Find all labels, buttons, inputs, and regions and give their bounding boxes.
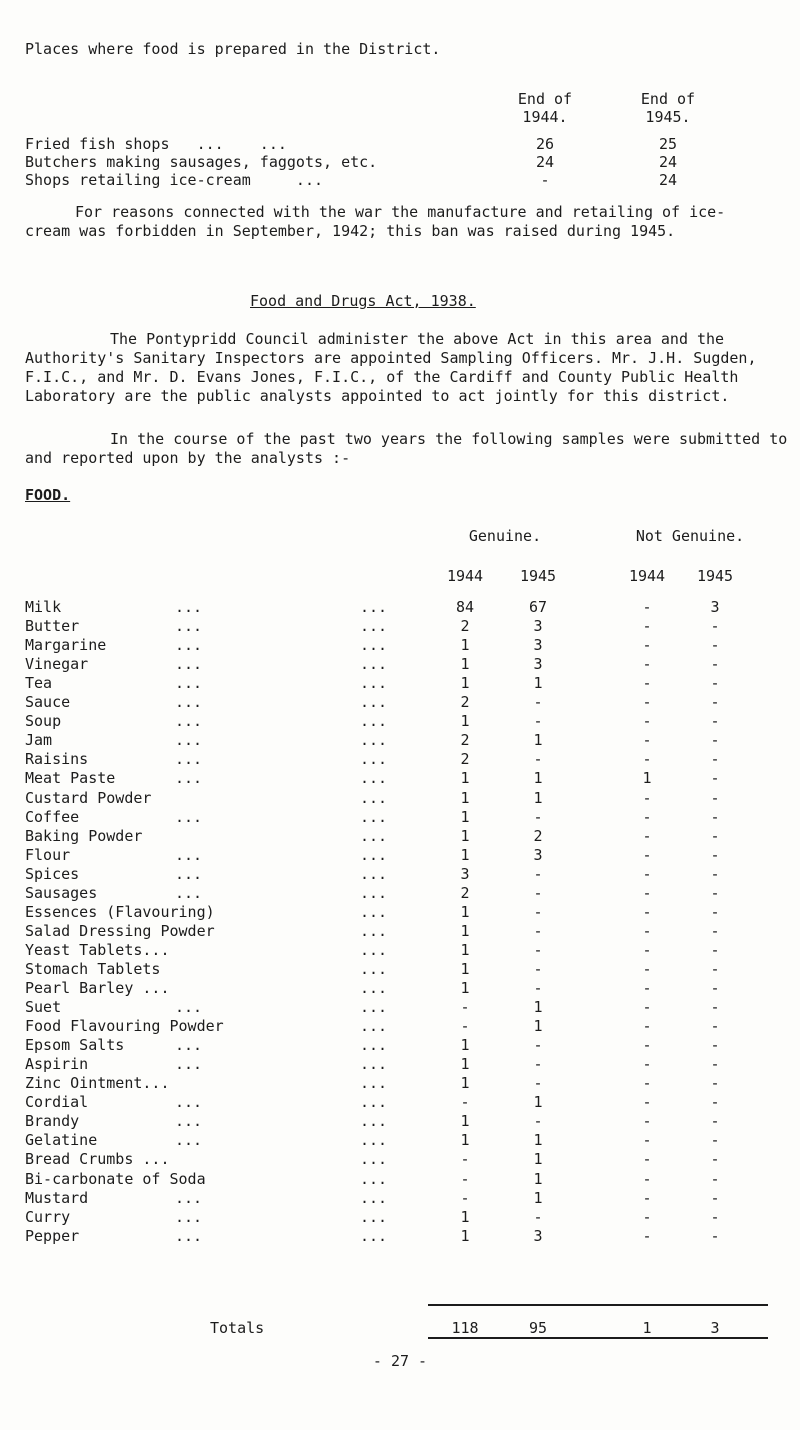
- food-sample-count: 1: [460, 712, 470, 731]
- premises-value-1944: -: [540, 171, 550, 189]
- leader-dots: ...: [360, 769, 388, 788]
- leader-dots: ...: [175, 712, 203, 731]
- food-row: [0, 941, 800, 957]
- total-value: 3: [710, 1319, 720, 1337]
- food-sample-count: -: [533, 979, 543, 997]
- food-sample-count: -: [710, 750, 720, 769]
- food-sample-count: 67: [528, 598, 548, 616]
- food-row: [0, 1017, 800, 1036]
- food-sample-count: -: [642, 1093, 652, 1112]
- food-row: [0, 617, 800, 636]
- food-row: [0, 655, 800, 674]
- totals-label: Totals: [210, 1319, 265, 1337]
- food-sample-count: -: [533, 693, 543, 712]
- food-item-name: Essences (Flavouring): [25, 902, 215, 921]
- leader-dots: ...: [360, 712, 388, 731]
- total-value: 95: [528, 1319, 548, 1337]
- food-sample-count: -: [533, 1055, 543, 1074]
- act-paragraph: The Pontypridd Council administer the above Act in this area and the Authority's Sanitary Inspectors are appointed Sampling Officers. Mr. J.H. Sugden, F.I.C., and Mr. D. Evans Jones, F.I.C., of the Cardiff and County Public Health Laboratory are the public analysts appointed to act jointly for this district.: [25, 330, 757, 405]
- food-sample-count: -: [642, 902, 652, 921]
- food-sample-count: -: [710, 1093, 720, 1112]
- food-sample-count: -: [642, 655, 652, 674]
- food-sample-count: -: [710, 674, 720, 693]
- food-sample-count: -: [710, 979, 720, 997]
- food-item-name: Tea: [25, 674, 53, 693]
- food-sample-count: -: [710, 921, 720, 940]
- food-heading: FOOD.: [25, 486, 71, 504]
- food-sample-count: 1: [460, 845, 470, 864]
- food-sample-count: -: [460, 1017, 470, 1036]
- food-sample-count: -: [710, 998, 720, 1017]
- food-sample-count: 1: [533, 769, 543, 788]
- food-sample-count: 3: [533, 1226, 543, 1245]
- leader-dots: ...: [360, 979, 388, 997]
- food-sample-count: -: [533, 883, 543, 902]
- not-genuine-header: Not Genuine.: [635, 527, 745, 545]
- food-sample-count: -: [460, 998, 470, 1017]
- food-item-name: Jam: [25, 731, 53, 750]
- food-sample-count: 1: [533, 1017, 543, 1036]
- food-item-name: Brandy: [25, 1112, 80, 1131]
- food-row: [0, 1170, 800, 1186]
- food-sample-count: -: [460, 1188, 470, 1207]
- food-sample-count: 1: [533, 1131, 543, 1150]
- food-sample-count: -: [642, 750, 652, 769]
- food-sample-count: -: [710, 1207, 720, 1226]
- food-sample-count: -: [642, 693, 652, 712]
- food-sample-count: -: [642, 1036, 652, 1055]
- premises-row-label: Butchers making sausages, faggots, etc.: [25, 153, 378, 171]
- food-item-name: Curry: [25, 1207, 71, 1226]
- food-sample-count: 1: [460, 1036, 470, 1055]
- food-sample-count: -: [642, 598, 652, 616]
- food-item-name: Food Flavouring Powder: [25, 1017, 224, 1036]
- leader-dots: ...: [175, 1226, 203, 1245]
- food-item-name: Aspirin: [25, 1055, 89, 1074]
- food-sample-count: 3: [460, 864, 470, 883]
- food-row: [0, 1150, 800, 1169]
- food-sample-count: -: [533, 940, 543, 959]
- leader-dots: ...: [360, 845, 388, 864]
- leader-dots: ...: [175, 1055, 203, 1074]
- food-sample-count: 1: [460, 959, 470, 978]
- premises-value-1944: 24: [535, 153, 555, 171]
- food-item-name: Sausages: [25, 883, 98, 902]
- food-sample-count: -: [710, 940, 720, 959]
- food-sample-count: -: [710, 769, 720, 788]
- premises-value-1944: 26: [535, 135, 555, 153]
- food-sample-count: 2: [533, 826, 543, 845]
- food-item-name: Yeast Tablets...: [25, 940, 170, 959]
- leader-dots: ...: [175, 1207, 203, 1226]
- leader-dots: ...: [360, 1188, 388, 1207]
- food-sample-count: 1: [460, 1112, 470, 1131]
- food-row: [0, 998, 800, 1017]
- food-sample-count: -: [710, 807, 720, 826]
- food-row: [0, 674, 800, 693]
- leader-dots: ...: [175, 1112, 203, 1131]
- food-sample-count: -: [642, 731, 652, 750]
- leader-dots: ...: [360, 1017, 388, 1036]
- food-sample-count: -: [642, 1131, 652, 1150]
- food-item-name: Zinc Ointment...: [25, 1074, 170, 1093]
- food-sample-count: -: [710, 959, 720, 978]
- food-sample-count: 1: [460, 940, 470, 959]
- food-sample-count: -: [533, 921, 543, 940]
- food-sample-count: -: [533, 902, 543, 921]
- food-sample-count: -: [710, 1017, 720, 1036]
- food-sample-count: -: [642, 617, 652, 636]
- food-sample-count: -: [533, 807, 543, 826]
- col-header-1944-line1: End of: [517, 90, 573, 108]
- food-sample-count: 3: [710, 598, 720, 616]
- food-sample-count: -: [642, 940, 652, 959]
- food-sample-count: 3: [533, 655, 543, 674]
- food-row: [0, 846, 800, 862]
- food-row: [0, 903, 800, 919]
- leader-dots: ...: [360, 655, 388, 674]
- premises-row-label: Shops retailing ice-cream ...: [25, 171, 324, 189]
- food-sample-count: -: [460, 1093, 470, 1112]
- food-item-name: Suet: [25, 998, 62, 1017]
- food-item-name: Salad Dressing Powder: [25, 921, 215, 940]
- food-row: [0, 865, 800, 881]
- food-item-name: Soup: [25, 712, 62, 731]
- leader-dots: ...: [175, 750, 203, 769]
- leader-dots: ...: [360, 883, 388, 902]
- leader-dots: ...: [360, 674, 388, 693]
- food-sample-count: 1: [460, 807, 470, 826]
- col-header-1944-line2: 1944.: [522, 108, 568, 126]
- food-sample-count: -: [642, 845, 652, 864]
- food-sample-count: -: [710, 1169, 720, 1188]
- leader-dots: ...: [360, 1036, 388, 1055]
- totals-rule-bottom: [428, 1337, 768, 1339]
- food-row: [0, 1227, 800, 1243]
- food-sample-count: -: [710, 712, 720, 731]
- food-row: [0, 1112, 800, 1131]
- food-item-name: Epsom Salts: [25, 1036, 125, 1055]
- food-sample-count: -: [642, 864, 652, 883]
- leader-dots: ...: [360, 1055, 388, 1074]
- leader-dots: ...: [175, 731, 203, 750]
- food-sample-count: -: [642, 1169, 652, 1188]
- col-header-1945-line1: End of: [640, 90, 696, 108]
- leader-dots: ...: [360, 598, 388, 616]
- food-item-name: Mustard: [25, 1188, 89, 1207]
- food-sample-count: -: [710, 1036, 720, 1055]
- leader-dots: ...: [360, 731, 388, 750]
- leader-dots: ...: [360, 826, 388, 845]
- food-item-name: Coffee: [25, 807, 80, 826]
- food-sample-count: 1: [460, 674, 470, 693]
- year-header: 1944: [446, 567, 484, 585]
- leader-dots: ...: [175, 998, 203, 1017]
- leader-dots: ...: [175, 674, 203, 693]
- food-sample-count: 1: [533, 1169, 543, 1188]
- food-sample-count: 1: [460, 826, 470, 845]
- leader-dots: ...: [175, 1093, 203, 1112]
- food-sample-count: 1: [533, 1188, 543, 1207]
- food-sample-count: -: [533, 712, 543, 731]
- food-sample-count: -: [533, 959, 543, 978]
- food-sample-count: -: [710, 845, 720, 864]
- food-sample-count: -: [642, 1226, 652, 1245]
- leader-dots: ...: [360, 1074, 388, 1093]
- food-sample-count: -: [710, 731, 720, 750]
- food-sample-count: 2: [460, 750, 470, 769]
- leader-dots: ...: [360, 1169, 388, 1188]
- food-item-name: Bi-carbonate of Soda: [25, 1169, 206, 1188]
- food-row: [0, 1055, 800, 1074]
- leader-dots: ...: [360, 693, 388, 712]
- food-sample-count: 2: [460, 883, 470, 902]
- food-sample-count: -: [710, 1226, 720, 1245]
- ice-cream-note: For reasons connected with the war the manufacture and retailing of ice-cream was forbidden in September, 1942; this ban was raised during 1945.: [25, 203, 726, 240]
- food-sample-count: 2: [460, 617, 470, 636]
- leader-dots: ...: [175, 845, 203, 864]
- food-row: [0, 712, 800, 731]
- food-row: [0, 808, 800, 824]
- food-row: [0, 1131, 800, 1150]
- food-row: [0, 731, 800, 750]
- year-header: 1944: [628, 567, 666, 585]
- leader-dots: ...: [175, 864, 203, 883]
- food-sample-count: -: [710, 1131, 720, 1150]
- page-number: - 27 -: [372, 1352, 428, 1370]
- food-item-name: Butter: [25, 617, 80, 636]
- food-sample-count: 1: [533, 674, 543, 693]
- food-sample-count: -: [642, 1055, 652, 1074]
- food-item-name: Margarine: [25, 636, 107, 655]
- food-sample-count: 1: [460, 636, 470, 655]
- food-item-name: Cordial: [25, 1093, 89, 1112]
- food-sample-count: 3: [533, 845, 543, 864]
- food-sample-count: -: [533, 750, 543, 769]
- genuine-header: Genuine.: [468, 527, 542, 545]
- food-item-name: Pepper: [25, 1226, 80, 1245]
- food-item-name: Spices: [25, 864, 80, 883]
- food-sample-count: -: [642, 998, 652, 1017]
- food-row: [0, 598, 800, 614]
- food-sample-count: -: [642, 1017, 652, 1036]
- food-row: [0, 693, 800, 712]
- food-sample-count: -: [642, 807, 652, 826]
- food-sample-count: 1: [460, 902, 470, 921]
- food-row: [0, 1074, 800, 1093]
- food-sample-count: -: [710, 788, 720, 807]
- premises-value-1945: 25: [658, 135, 678, 153]
- year-header: 1945: [519, 567, 557, 585]
- food-sample-count: -: [710, 617, 720, 636]
- totals-rule-top: [428, 1304, 768, 1306]
- food-sample-count: 1: [533, 731, 543, 750]
- food-sample-count: 3: [533, 636, 543, 655]
- food-item-name: Gelatine: [25, 1131, 98, 1150]
- food-sample-count: -: [710, 655, 720, 674]
- food-sample-count: -: [642, 959, 652, 978]
- food-sample-count: -: [642, 712, 652, 731]
- year-header: 1945: [696, 567, 734, 585]
- food-sample-count: -: [710, 902, 720, 921]
- food-row: [0, 1208, 800, 1224]
- leader-dots: ...: [360, 1112, 388, 1131]
- food-sample-count: -: [642, 1207, 652, 1226]
- food-sample-count: -: [533, 1112, 543, 1131]
- food-sample-count: -: [460, 1150, 470, 1169]
- leader-dots: ...: [360, 998, 388, 1017]
- food-sample-count: 1: [460, 769, 470, 788]
- food-item-name: Pearl Barley ...: [25, 979, 170, 997]
- food-row: [0, 827, 800, 843]
- premises-value-1945: 24: [658, 171, 678, 189]
- total-value: 1: [642, 1319, 652, 1337]
- food-sample-count: -: [642, 788, 652, 807]
- leader-dots: ...: [175, 598, 203, 616]
- food-item-name: Stomach Tablets: [25, 959, 161, 978]
- leader-dots: ...: [360, 1131, 388, 1150]
- food-sample-count: 1: [533, 1150, 543, 1169]
- food-row: [0, 636, 800, 655]
- food-sample-count: -: [710, 636, 720, 655]
- leader-dots: ...: [175, 1131, 203, 1150]
- leader-dots: ...: [175, 636, 203, 655]
- leader-dots: ...: [175, 617, 203, 636]
- food-row: [0, 960, 800, 976]
- food-sample-count: 3: [533, 617, 543, 636]
- leader-dots: ...: [360, 921, 388, 940]
- food-sample-count: -: [710, 826, 720, 845]
- food-sample-count: -: [533, 1207, 543, 1226]
- food-sample-count: -: [710, 1055, 720, 1074]
- food-sample-count: 1: [533, 788, 543, 807]
- leader-dots: ...: [360, 959, 388, 978]
- food-sample-count: -: [460, 1169, 470, 1188]
- food-item-name: Meat Paste: [25, 769, 116, 788]
- premises-row-label: Fried fish shops ... ...: [25, 135, 287, 153]
- food-row: [0, 789, 800, 805]
- food-row: [0, 1036, 800, 1055]
- food-sample-count: 1: [533, 998, 543, 1017]
- food-sample-count: 1: [460, 1074, 470, 1093]
- leader-dots: ...: [175, 693, 203, 712]
- samples-paragraph: In the course of the past two years the following samples were submitted to and reported upon by the analysts :-: [25, 430, 788, 467]
- food-sample-count: 2: [460, 693, 470, 712]
- food-sample-count: -: [533, 864, 543, 883]
- food-sample-count: 1: [460, 1131, 470, 1150]
- leader-dots: ...: [360, 1093, 388, 1112]
- food-sample-count: -: [642, 921, 652, 940]
- premises-value-1945: 24: [658, 153, 678, 171]
- food-sample-count: 1: [460, 788, 470, 807]
- leader-dots: ...: [360, 902, 388, 921]
- food-sample-count: -: [642, 636, 652, 655]
- leader-dots: ...: [360, 1150, 388, 1169]
- food-sample-count: 84: [455, 598, 475, 616]
- food-sample-count: -: [642, 674, 652, 693]
- food-sample-count: -: [710, 1150, 720, 1169]
- leader-dots: ...: [175, 655, 203, 674]
- food-sample-count: -: [710, 693, 720, 712]
- food-sample-count: 1: [460, 921, 470, 940]
- leader-dots: ...: [175, 1036, 203, 1055]
- col-header-1945-line2: 1945.: [645, 108, 691, 126]
- food-sample-count: 1: [460, 1207, 470, 1226]
- food-item-name: Bread Crumbs ...: [25, 1150, 170, 1169]
- food-sample-count: -: [710, 864, 720, 883]
- food-sample-count: -: [710, 1112, 720, 1131]
- leader-dots: ...: [360, 1226, 388, 1245]
- total-value: 118: [451, 1319, 479, 1337]
- food-sample-count: -: [710, 1074, 720, 1093]
- food-sample-count: -: [533, 1036, 543, 1055]
- food-item-name: Sauce: [25, 693, 71, 712]
- leader-dots: ...: [360, 864, 388, 883]
- food-item-name: Milk: [25, 598, 62, 616]
- leader-dots: ...: [360, 940, 388, 959]
- leader-dots: ...: [360, 807, 388, 826]
- leader-dots: ...: [360, 636, 388, 655]
- food-sample-count: -: [642, 1112, 652, 1131]
- food-sample-count: -: [642, 1188, 652, 1207]
- leader-dots: ...: [360, 750, 388, 769]
- food-sample-count: -: [642, 1150, 652, 1169]
- leader-dots: ...: [175, 769, 203, 788]
- food-sample-count: 1: [460, 655, 470, 674]
- food-sample-count: 1: [460, 1055, 470, 1074]
- page-heading: Places where food is prepared in the District.: [25, 40, 441, 58]
- food-sample-count: 1: [642, 769, 652, 788]
- leader-dots: ...: [360, 1207, 388, 1226]
- food-sample-count: 1: [460, 1226, 470, 1245]
- food-row: [0, 884, 800, 900]
- act-heading: Food and Drugs Act, 1938.: [250, 292, 476, 310]
- food-sample-count: -: [710, 883, 720, 902]
- food-sample-count: 1: [533, 1093, 543, 1112]
- food-sample-count: 2: [460, 731, 470, 750]
- food-sample-count: -: [642, 1074, 652, 1093]
- food-item-name: Flour: [25, 845, 71, 864]
- food-sample-count: -: [710, 1188, 720, 1207]
- leader-dots: ...: [360, 617, 388, 636]
- food-row: [0, 1189, 800, 1205]
- leader-dots: ...: [175, 883, 203, 902]
- food-row: [0, 979, 800, 995]
- food-sample-count: -: [642, 826, 652, 845]
- food-item-name: Baking Powder: [25, 826, 143, 845]
- food-item-name: Vinegar: [25, 655, 89, 674]
- leader-dots: ...: [175, 1188, 203, 1207]
- food-row: [0, 1093, 800, 1112]
- leader-dots: ...: [175, 807, 203, 826]
- food-row: [0, 750, 800, 769]
- food-sample-count: -: [533, 1074, 543, 1093]
- food-row: [0, 769, 800, 788]
- leader-dots: ...: [360, 788, 388, 807]
- food-sample-count: -: [642, 883, 652, 902]
- food-sample-count: -: [642, 979, 652, 997]
- food-row: [0, 922, 800, 938]
- food-sample-count: 1: [460, 979, 470, 997]
- food-item-name: Custard Powder: [25, 788, 152, 807]
- food-item-name: Raisins: [25, 750, 89, 769]
